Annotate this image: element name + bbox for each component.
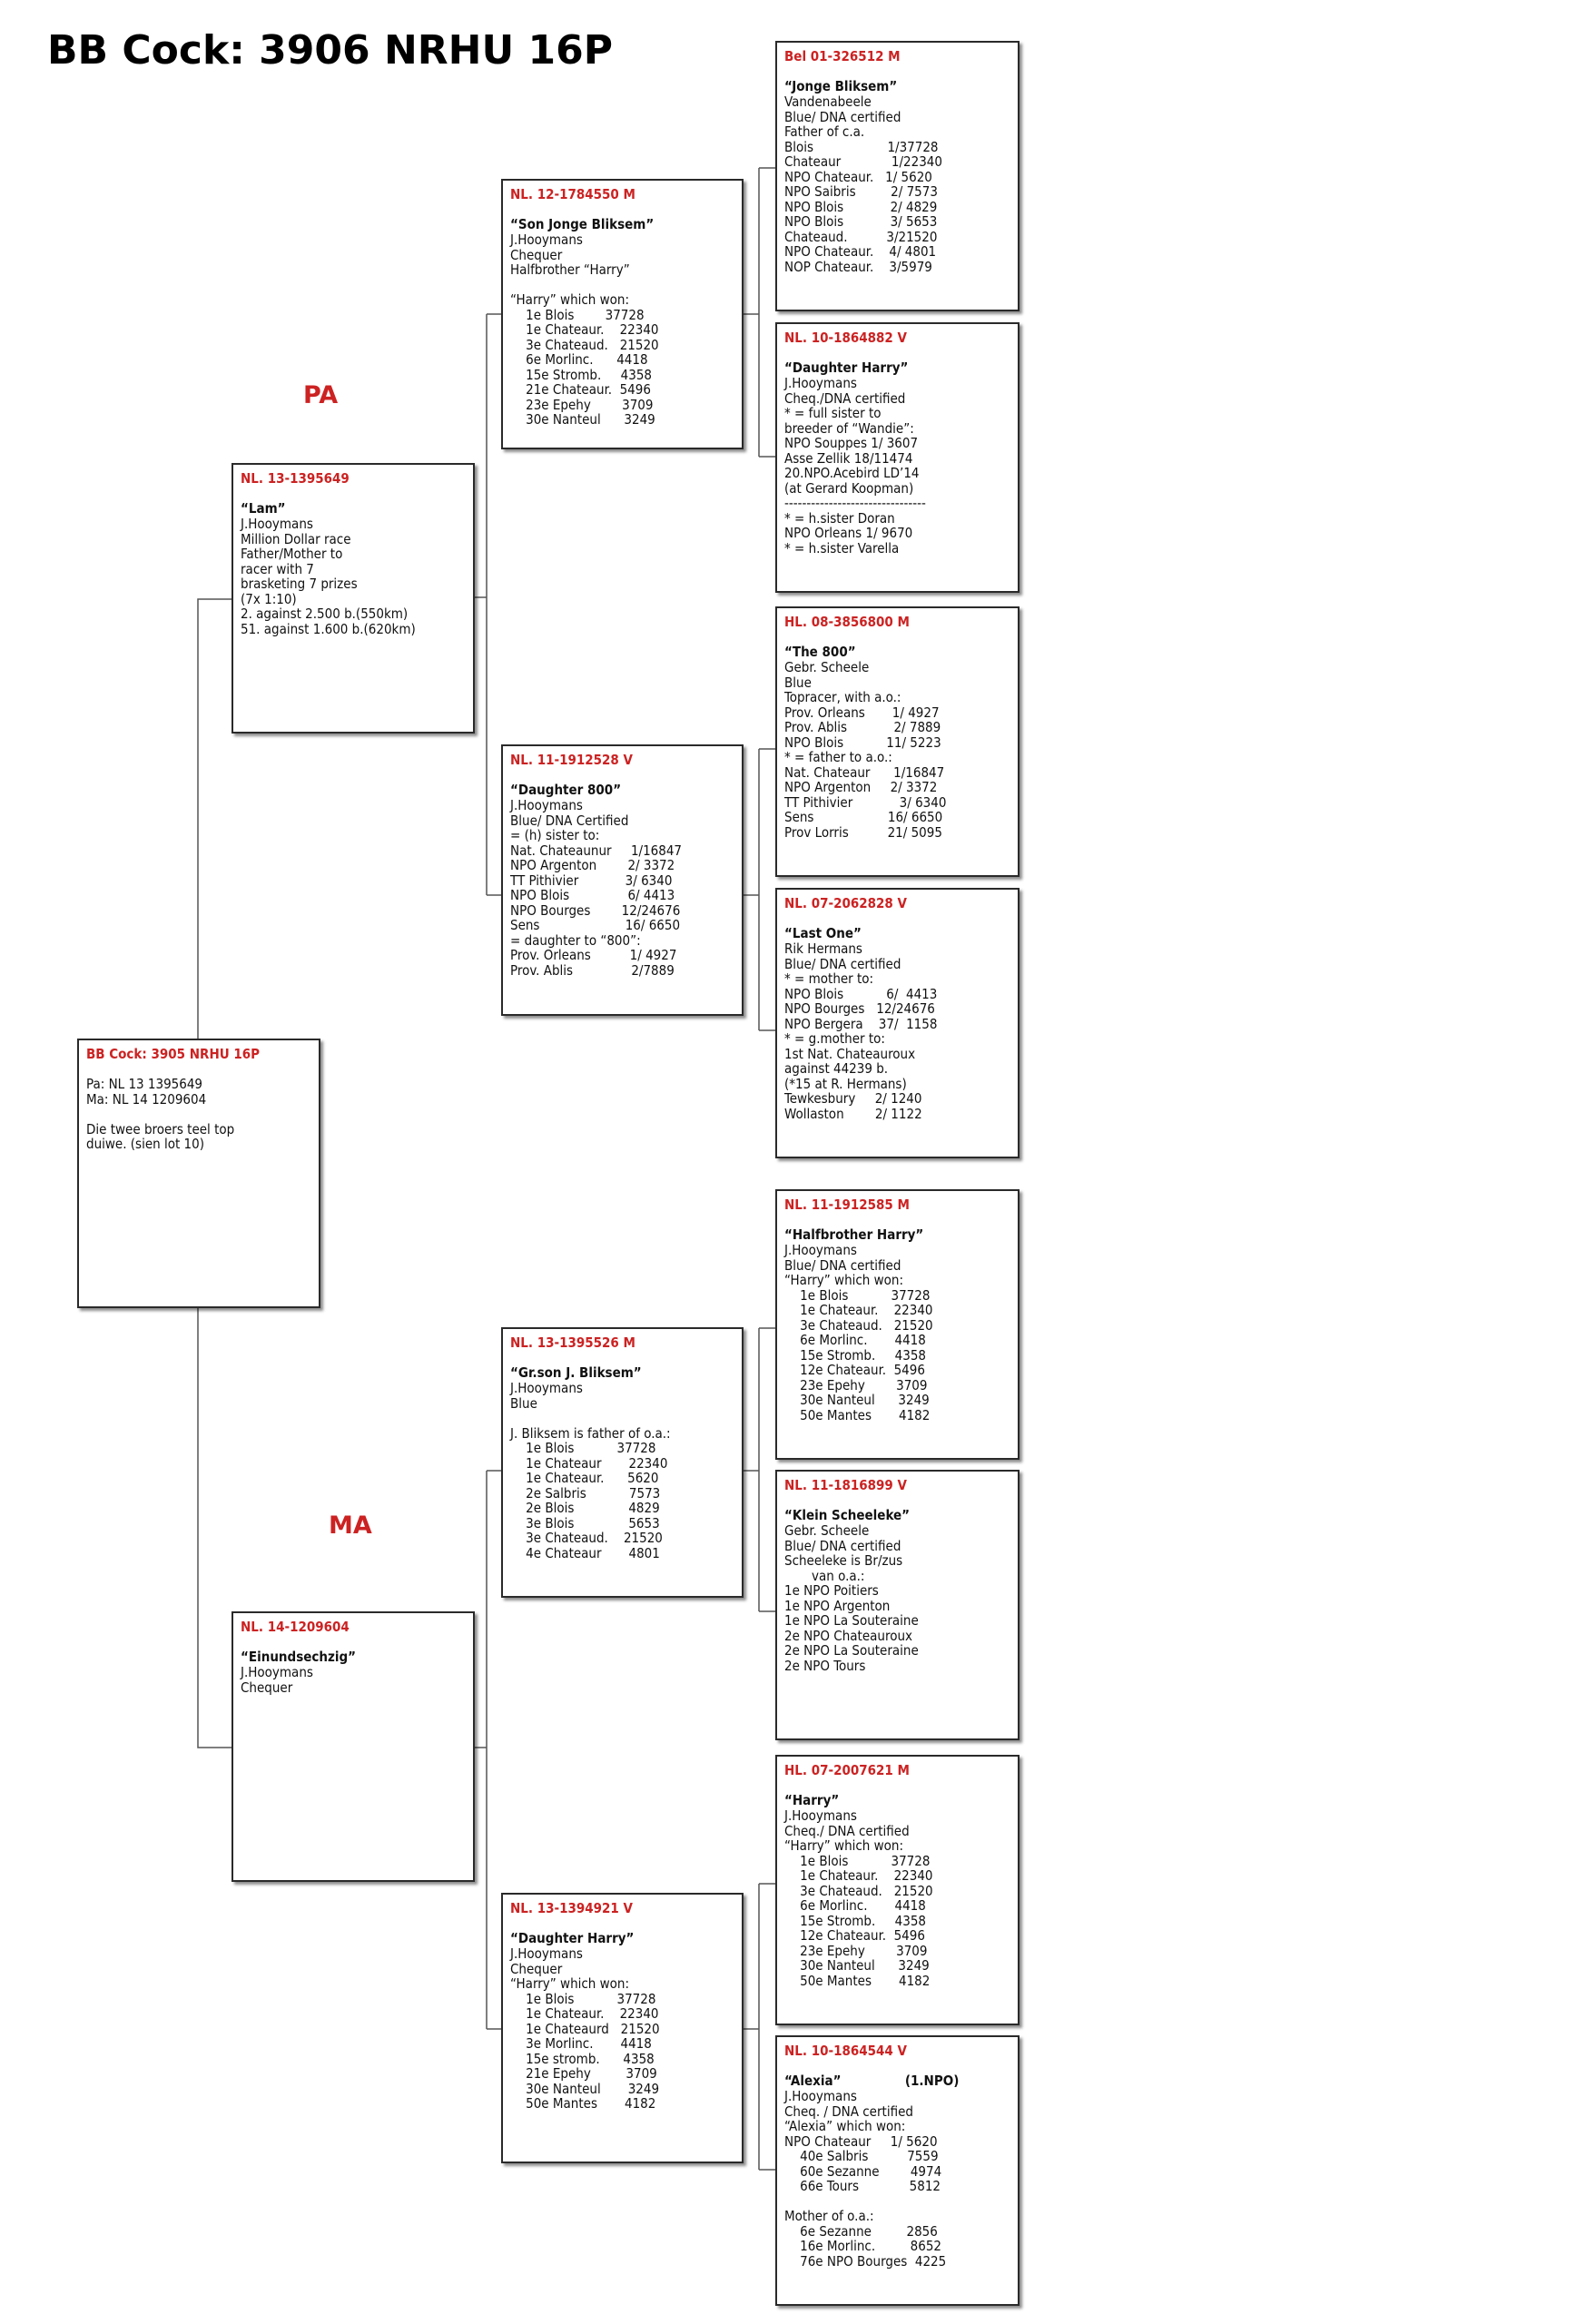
subject-ring-number: BB Cock: 3905 NRHU 16P	[86, 1046, 261, 1062]
sds-card	[775, 606, 1020, 877]
dds-ring-number: HL. 07-2007621 M	[784, 1762, 910, 1778]
sds-ring-number: HL. 08-3856800 M	[784, 614, 910, 630]
sss-card	[775, 41, 1020, 311]
ddd-ring-number: NL. 10-1864544 V	[784, 2043, 907, 2059]
dss-card	[775, 1189, 1020, 1460]
sds-details: Gebr. Scheele Blue Topracer, with a.o.: Prov. Orleans 1/ 4927 Prov. Ablis 2/ 7889 NPO Blois 11/ 5223 * = father to a.o.: Nat. Chateaur 1/16847 NPO Argenton 2/ 3372 TT Pithivier 3/ 6340 Sens 16/ 6650 Prov Lorris 21/ 5095	[784, 659, 947, 841]
connector-ss	[743, 168, 775, 457]
sss-name: “Jonge Bliksem”	[784, 78, 898, 94]
page-title: BB Cock: 3906 NRHU 16P	[47, 27, 614, 74]
sdd-name: “Last One”	[784, 925, 862, 941]
sire-card	[231, 463, 475, 734]
sire-dam-ring-number: NL. 11-1912528 V	[510, 752, 633, 768]
dam-dam-ring-number: NL. 13-1394921 V	[510, 1900, 633, 1916]
sds-name: “The 800”	[784, 644, 856, 660]
dam-ring-number: NL. 14-1209604	[241, 1619, 350, 1635]
connector-dam	[474, 1471, 501, 2029]
connector-ds	[743, 1328, 775, 1611]
sire-dam-details: J.Hooymans Blue/ DNA Certified = (h) sister to: Nat. Chateaunur 1/16847 NPO Argenton 2/ 3372 TT Pithivier 3/ 6340 NPO Blois 6/ 4413 NPO Bourges 12/24676 Sens 16/ 6650 = daughter to “800”: Prov. Orleans 1/ 4927 Prov. Ablis 2/7889	[510, 797, 683, 979]
sdd-details: Rik Hermans Blue/ DNA certified * = mother to: NPO Blois 6/ 4413 NPO Bourges 12/24676 NPO Bergera 37/ 1158 * = g.mother to: 1st Nat. Chateauroux against 44239 b. (*15 at R. Hermans) Tewkesbury 2/ 1240 Wollaston 2/ 1122	[784, 940, 938, 1122]
ddd-name: “Alexia” (1.NPO)	[784, 2073, 960, 2089]
dam-dam-details: J.Hooymans Chequer “Harry” which won: 1e Blois 37728 1e Chateaur. 22340 1e Chateaurd 21520 3e Morlinc. 4418 15e stromb. 4358 21e Epehy 3709 30e Nanteul 3249 50e Mantes 4182	[510, 1945, 660, 2112]
sire-name: “Lam”	[241, 500, 286, 517]
dsd-name: “Klein Scheeleke”	[784, 1507, 911, 1523]
dds-details: J.Hooymans Cheq./ DNA certified “Harry” which won: 1e Blois 37728 1e Chateaur. 22340 3e Chateaud. 21520 6e Morlinc. 4418 15e Stromb. 4358 12e Chateaur. 5496 23e Epehy 3709 30e Nanteul 3249 50e Mantes 4182	[784, 1807, 933, 1989]
sire-sire-name: “Son Jonge Bliksem”	[510, 216, 655, 232]
ssd-ring-number: NL. 10-1864882 V	[784, 330, 907, 346]
dam-dam-name: “Daughter Harry”	[510, 1930, 635, 1946]
dam-sire-ring-number: NL. 13-1395526 M	[510, 1334, 635, 1351]
dss-ring-number: NL. 11-1912585 M	[784, 1196, 910, 1213]
ssd-card	[775, 322, 1020, 593]
dds-card	[775, 1755, 1020, 2025]
subject-bird-card	[77, 1039, 320, 1308]
sire-dam-card	[501, 744, 744, 1016]
dam-sire-details: J.Hooymans Blue J. Bliksem is father of o.a.: 1e Blois 37728 1e Chateaur 22340 1e Chateaur. 5620 2e Salbris 7573 2e Blois 4829 3e Blois 5653 3e Chateaud. 21520 4e Chateaur 4801	[510, 1380, 671, 1561]
ddd-card	[775, 2035, 1020, 2306]
dam-dam-card	[501, 1893, 744, 2163]
connector-sire	[474, 314, 501, 895]
dsd-details: Gebr. Scheele Blue/ DNA certified Scheeleke is Br/zus van o.a.: 1e NPO Poitiers 1e NPO Argenton 1e NPO La Souteraine 2e NPO Chateauroux 2e NPO La Souteraine 2e NPO Tours	[784, 1522, 919, 1674]
subject-details: Pa: NL 13 1395649 Ma: NL 14 1209604 Die twee broers teel top duiwe. (sien lot 10)	[86, 1076, 235, 1152]
sire-details: J.Hooymans Million Dollar race Father/Mother to racer with 7 brasketing 7 prizes (7x 1:10) 2. against 2.500 b.(550km) 51. against 1.600 b.(620km)	[241, 516, 416, 637]
dam-name: “Einundsechzig”	[241, 1649, 357, 1665]
dss-name: “Halfbrother Harry”	[784, 1226, 924, 1243]
dam-sire-card	[501, 1327, 744, 1598]
connector-sd	[743, 749, 775, 1030]
ma-label: MA	[329, 1512, 372, 1540]
sdd-card	[775, 888, 1020, 1158]
ddd-details: J.Hooymans Cheq. / DNA certified “Alexia” which won: NPO Chateaur 1/ 5620 40e Salbris 7559 60e Sezanne 4974 66e Tours 5812 Mother of o.a.: 6e Sezanne 2856 16e Morlinc. 8652 76e NPO Bourges 4225	[784, 2088, 947, 2270]
dss-details: J.Hooymans Blue/ DNA certified “Harry” which won: 1e Blois 37728 1e Chateaur. 22340 3e Chateaud. 21520 6e Morlinc. 4418 15e Stromb. 4358 12e Chateaur. 5496 23e Epehy 3709 30e Nanteul 3249 50e Mantes 4182	[784, 1242, 933, 1423]
sire-sire-details: J.Hooymans Chequer Halfbrother “Harry” “Harry” which won: 1e Blois 37728 1e Chateaur. 22340 3e Chateaud. 21520 6e Morlinc. 4418 15e Stromb. 4358 21e Chateaur. 5496 23e Epehy 3709 30e Nanteul 3249	[510, 231, 659, 428]
dam-details: J.Hooymans Chequer	[241, 1664, 313, 1696]
dsd-card	[775, 1470, 1020, 1740]
sss-ring-number: Bel 01-326512 M	[784, 48, 901, 64]
dam-sire-name: “Gr.son J. Bliksem”	[510, 1364, 642, 1381]
ssd-name: “Daughter Harry”	[784, 359, 909, 376]
sdd-ring-number: NL. 07-2062828 V	[784, 895, 907, 911]
connector-dd	[743, 1884, 775, 2170]
dds-name: “Harry”	[784, 1792, 840, 1808]
dam-card	[231, 1611, 475, 1882]
ssd-details: J.Hooymans Cheq./DNA certified * = full sister to breeder of “Wandie”: NPO Souppes 1/ 3607 Asse Zellik 18/11474 20.NPO.Acebird LD’14 (at Gerard Koopman) -------------------------------- * = h.sister Doran NPO Orleans 1/ 9670 * = h.sister Varella	[784, 375, 926, 556]
sire-sire-card	[501, 179, 744, 449]
pa-label: PA	[303, 381, 339, 409]
sire-sire-ring-number: NL. 12-1784550 M	[510, 186, 635, 202]
sire-dam-name: “Daughter 800”	[510, 782, 622, 798]
dsd-ring-number: NL. 11-1816899 V	[784, 1477, 907, 1493]
sss-details: Vandenabeele Blue/ DNA certified Father of c.a. Blois 1/37728 Chateaur 1/22340 NPO Chateaur. 1/ 5620 NPO Saibris 2/ 7573 NPO Blois 2/ 4829 NPO Blois 3/ 5653 Chateaud. 3/21520 NPO Chateaur. 4/ 4801 NOP Chateaur. 3/5979	[784, 94, 942, 275]
sire-ring-number: NL. 13-1395649	[241, 470, 350, 487]
